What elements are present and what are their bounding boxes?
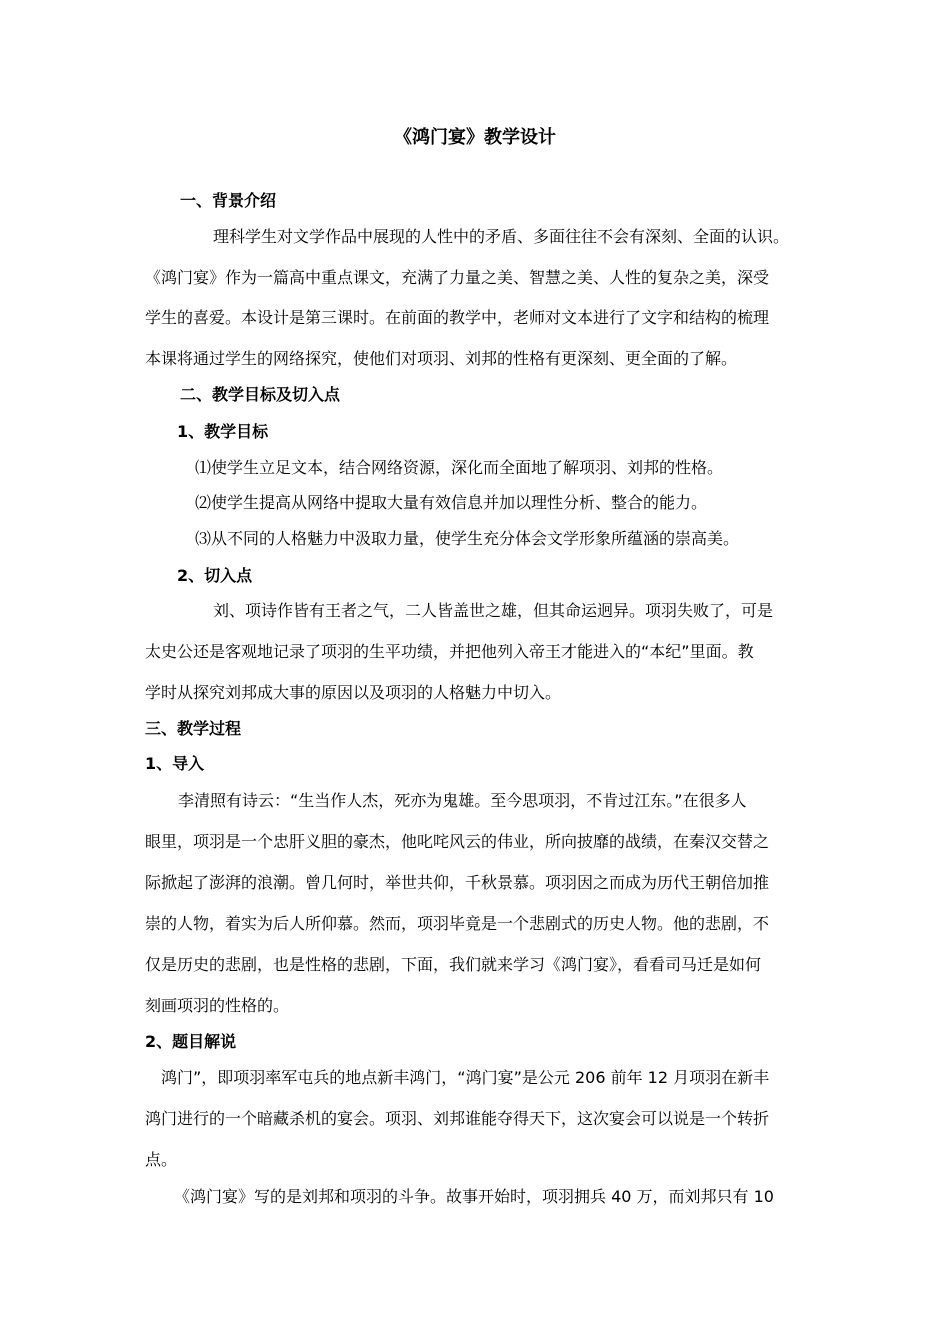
- paragraph-line: 太史公还是客观地记录了项羽的生平功绩，并把他列入帝王才能进入的“本纪”里面。教: [145, 642, 754, 661]
- subheading-teaching-goals: 1、教学目标: [177, 422, 269, 441]
- list-item: ⑵使学生提高从网络中提取大量有效信息并加以理性分析、整合的能力。: [195, 493, 708, 512]
- paragraph-line: 李清照有诗云：“生当作人杰，死亦为鬼雄。至今思项羽，不肯过江东。”在很多人: [178, 791, 747, 810]
- section-heading-background: 一、背景介绍: [180, 191, 277, 210]
- paragraph-line: 刻画项羽的性格的。: [145, 996, 290, 1015]
- paragraph-line: 《鸿门宴》作为一篇高中重点课文，充满了力量之美、智慧之美、人性的复杂之美，深受: [145, 268, 770, 287]
- section-heading-process: 三、教学过程: [145, 719, 242, 738]
- document-title: 《鸿门宴》教学设计: [394, 127, 556, 148]
- paragraph-line: 崇的人物，着实为后人所仰慕。然而，项羽毕竟是一个悲剧式的历史人物。他的悲剧，不: [145, 914, 770, 933]
- paragraph-line: 点。: [145, 1150, 178, 1169]
- paragraph-line: 学生的喜爱。本设计是第三课时。在前面的教学中，老师对文本进行了文字和结构的梳理: [145, 308, 770, 327]
- section-heading-objectives: 二、教学目标及切入点: [180, 385, 341, 404]
- subheading-title-explanation: 2、题目解说: [145, 1032, 237, 1051]
- paragraph-line: 仅是历史的悲剧，也是性格的悲剧，下面，我们就来学习《鸿门宴》，看看司马迁是如何: [145, 955, 762, 974]
- paragraph-line: 学时从探究刘邦成大事的原因以及项羽的人格魅力中切入。: [145, 683, 562, 702]
- paragraph-line: 理科学生对文学作品中展现的人性中的矛盾、多面往往不会有深刻、全面的认识。: [213, 227, 790, 246]
- list-item: ⑴使学生立足文本，结合网络资源，深化而全面地了解项羽、刘邦的性格。: [195, 458, 724, 477]
- list-item: ⑶从不同的人格魅力中汲取力量，使学生充分体会文学形象所蕴涵的崇高美。: [195, 529, 740, 548]
- paragraph-line: 际掀起了澎湃的浪潮。曾几何时，举世共仰，千秋景慕。项羽因之而成为历代王朝倍加推: [145, 873, 770, 892]
- subheading-entry-point: 2、切入点: [177, 566, 253, 585]
- paragraph-line: 《鸿门宴》写的是刘邦和项羽的斗争。故事开始时，项羽拥兵 40 万，而刘邦只有 10: [174, 1187, 774, 1206]
- paragraph-line: 鸿门进行的一个暗藏杀机的宴会。项羽、刘邦谁能夺得天下，这次宴会可以说是一个转折: [145, 1109, 770, 1128]
- subheading-introduction: 1、导入: [145, 754, 205, 773]
- paragraph-line: 鸿门”，即项羽率军屯兵的地点新丰鸿门，“鸿门宴”是公元 206 前年 12 月项羽在新丰: [161, 1068, 770, 1087]
- paragraph-line: 本课将通过学生的网络探究，使他们对项羽、刘邦的性格有更深刻、更全面的了解。: [145, 349, 738, 368]
- paragraph-line: 眼里，项羽是一个忠肝义胆的豪杰，他叱咤风云的伟业，所向披靡的战绩，在秦汉交替之: [145, 832, 770, 851]
- paragraph-line: 刘、项诗作皆有王者之气，二人皆盖世之雄，但其命运迥异。项羽失败了，可是: [213, 601, 774, 620]
